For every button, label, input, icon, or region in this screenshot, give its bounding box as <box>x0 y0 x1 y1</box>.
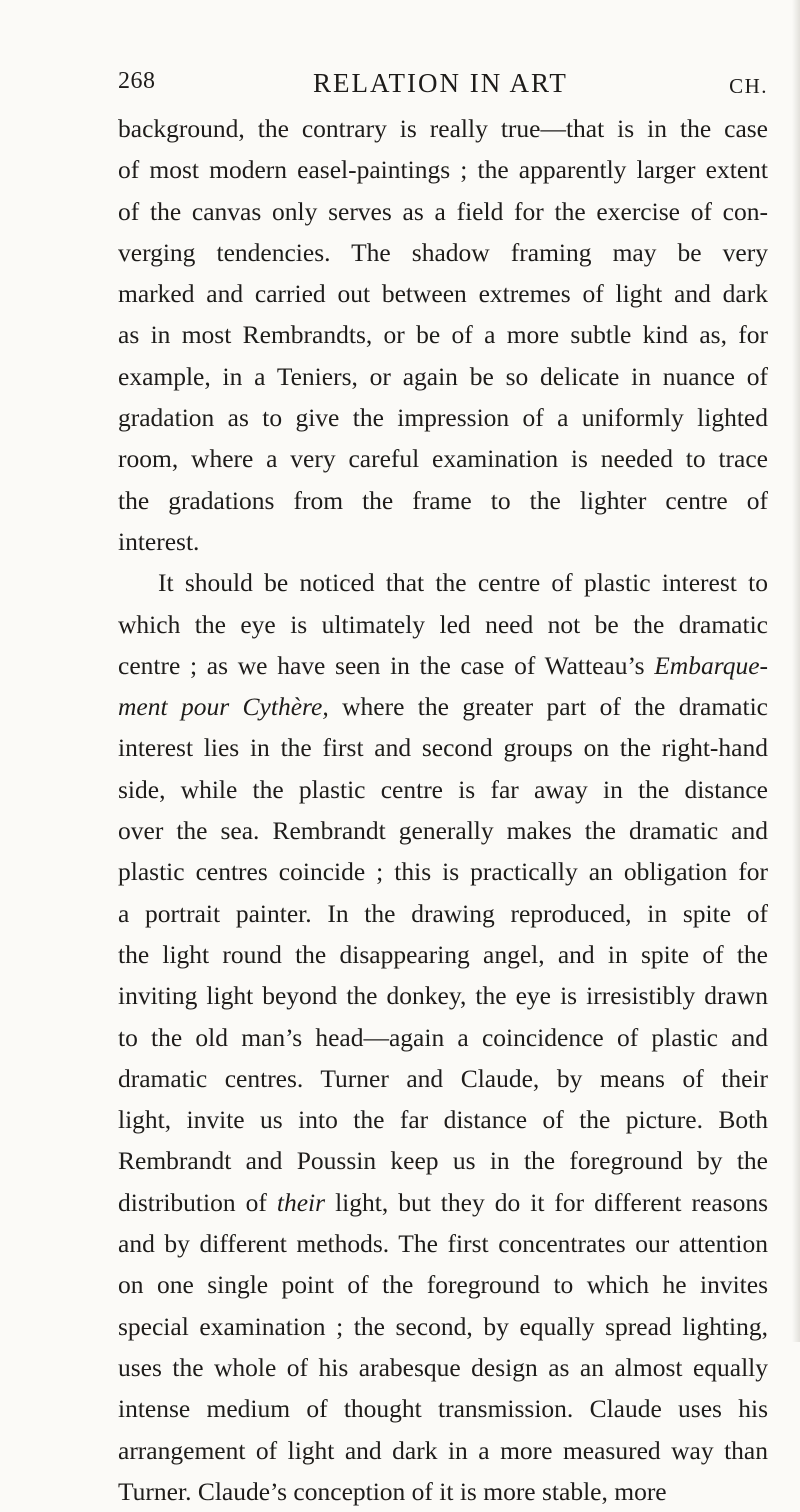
text-line <box>118 480 768 521</box>
text-segment: intense medium of thought transmission. Claude uses his <box>118 1394 768 1424</box>
italic-text: ment pour Cythère, <box>118 692 329 722</box>
text-segment: It should be noticed that the centre of plastic interest to <box>158 568 768 598</box>
text-line <box>118 356 768 397</box>
text-segment: room, where a very careful examination is needed to trace <box>118 444 768 474</box>
text-segment: uses the whole of his arabesque design as an almost equally <box>118 1352 768 1382</box>
text-segment: to the old man’s head—again a coincidence of plastic and <box>118 1022 768 1052</box>
paragraph <box>118 108 768 562</box>
text-line <box>118 1306 768 1347</box>
text-segment: the gradations from the frame to the lighter centre of <box>118 485 768 515</box>
text-segment: light, but they do it for different reasons <box>325 1187 768 1217</box>
text-line <box>118 810 768 851</box>
text-segment: of the canvas only serves as a field for the exercise of con- <box>118 196 768 226</box>
text-line <box>118 975 768 1016</box>
text-line <box>118 1140 768 1181</box>
text-line <box>118 1182 768 1223</box>
text-line <box>118 686 768 727</box>
body-text <box>118 108 768 1512</box>
text-segment: dramatic centres. Turner and Claude, by means of their <box>118 1063 768 1093</box>
page-header <box>118 68 768 108</box>
text-line <box>118 438 768 479</box>
italic-text: their <box>276 1187 326 1217</box>
text-line <box>118 1099 768 1140</box>
text-segment: gradation as to give the impression of a uniformly lighted <box>118 403 768 433</box>
text-line <box>118 314 768 355</box>
text-segment: special examination ; the second, by equally spread lighting, <box>118 1311 768 1341</box>
text-segment: interest. <box>118 526 200 556</box>
text-line <box>118 232 768 273</box>
text-segment: a portrait painter. In the drawing reproduced, in spite of <box>118 898 768 928</box>
text-segment: example, in a Teniers, or again be so delicate in nuance of <box>118 361 768 391</box>
running-title: RELATION IN ART <box>313 68 568 98</box>
text-segment: as in most Rembrandts, or be of a more subtle kind as, for <box>118 320 768 350</box>
text-line <box>118 1017 768 1058</box>
text-segment: background, the contrary is really true—that is in the case <box>118 114 768 143</box>
page-edge-shadow <box>792 0 800 1342</box>
paragraph <box>118 562 768 1512</box>
text-segment: and by different methods. The first concentrates our attention <box>118 1229 768 1259</box>
text-segment: Turner. Claude’s conception of it is more stable, more <box>118 1476 667 1506</box>
text-line <box>118 149 768 190</box>
text-segment: where the greater part of the dramatic <box>328 692 768 722</box>
text-segment: light, invite us into the far distance of the picture. Both <box>118 1105 768 1135</box>
text-line <box>118 1388 768 1429</box>
chapter-abbreviation: CH. <box>729 74 768 98</box>
text-line <box>118 1058 768 1099</box>
text-segment: verging tendencies. The shadow framing may be very <box>118 237 768 267</box>
text-line <box>118 769 768 810</box>
text-segment: arrangement of light and dark in a more measured way than <box>118 1435 768 1465</box>
text-line <box>118 1264 768 1305</box>
text-line <box>118 1223 768 1264</box>
text-line <box>118 934 768 975</box>
page-number: 268 <box>118 68 156 94</box>
text-line <box>118 1430 768 1471</box>
text-line <box>118 562 768 603</box>
text-line <box>118 397 768 438</box>
text-line <box>118 521 768 562</box>
text-line <box>118 1471 768 1512</box>
text-segment: marked and carried out between extremes of light and dark <box>118 279 768 309</box>
text-line <box>118 604 768 645</box>
text-line <box>118 893 768 934</box>
text-segment: Rembrandt and Poussin keep us in the foreground by the <box>118 1146 768 1176</box>
italic-text: Embarque- <box>654 650 768 680</box>
text-segment: which the eye is ultimately led need not be the dramatic <box>118 609 768 639</box>
text-line <box>118 645 768 686</box>
text-segment: interest lies in the first and second groups on the right-hand <box>118 733 768 763</box>
text-segment: on one single point of the foreground to which he invites <box>118 1270 768 1300</box>
text-segment: over the sea. Rembrandt generally makes the dramatic and <box>118 816 768 846</box>
text-line <box>118 108 768 149</box>
text-segment: plastic centres coincide ; this is practically an obligation for <box>118 857 768 887</box>
text-segment: distribution of <box>118 1187 277 1217</box>
text-line <box>118 273 768 314</box>
text-segment: of most modern easel-paintings ; the apparently larger extent <box>118 155 768 185</box>
text-segment: inviting light beyond the donkey, the eye is irresistibly drawn <box>118 981 768 1011</box>
text-segment: the light round the disappearing angel, and in spite of the <box>118 939 768 969</box>
text-line <box>118 1347 768 1388</box>
text-line <box>118 727 768 768</box>
text-segment: centre ; as we have seen in the case of Watteau’s <box>118 650 655 680</box>
text-line <box>118 851 768 892</box>
text-line <box>118 191 768 232</box>
text-segment: side, while the plastic centre is far away in the distance <box>118 774 768 804</box>
